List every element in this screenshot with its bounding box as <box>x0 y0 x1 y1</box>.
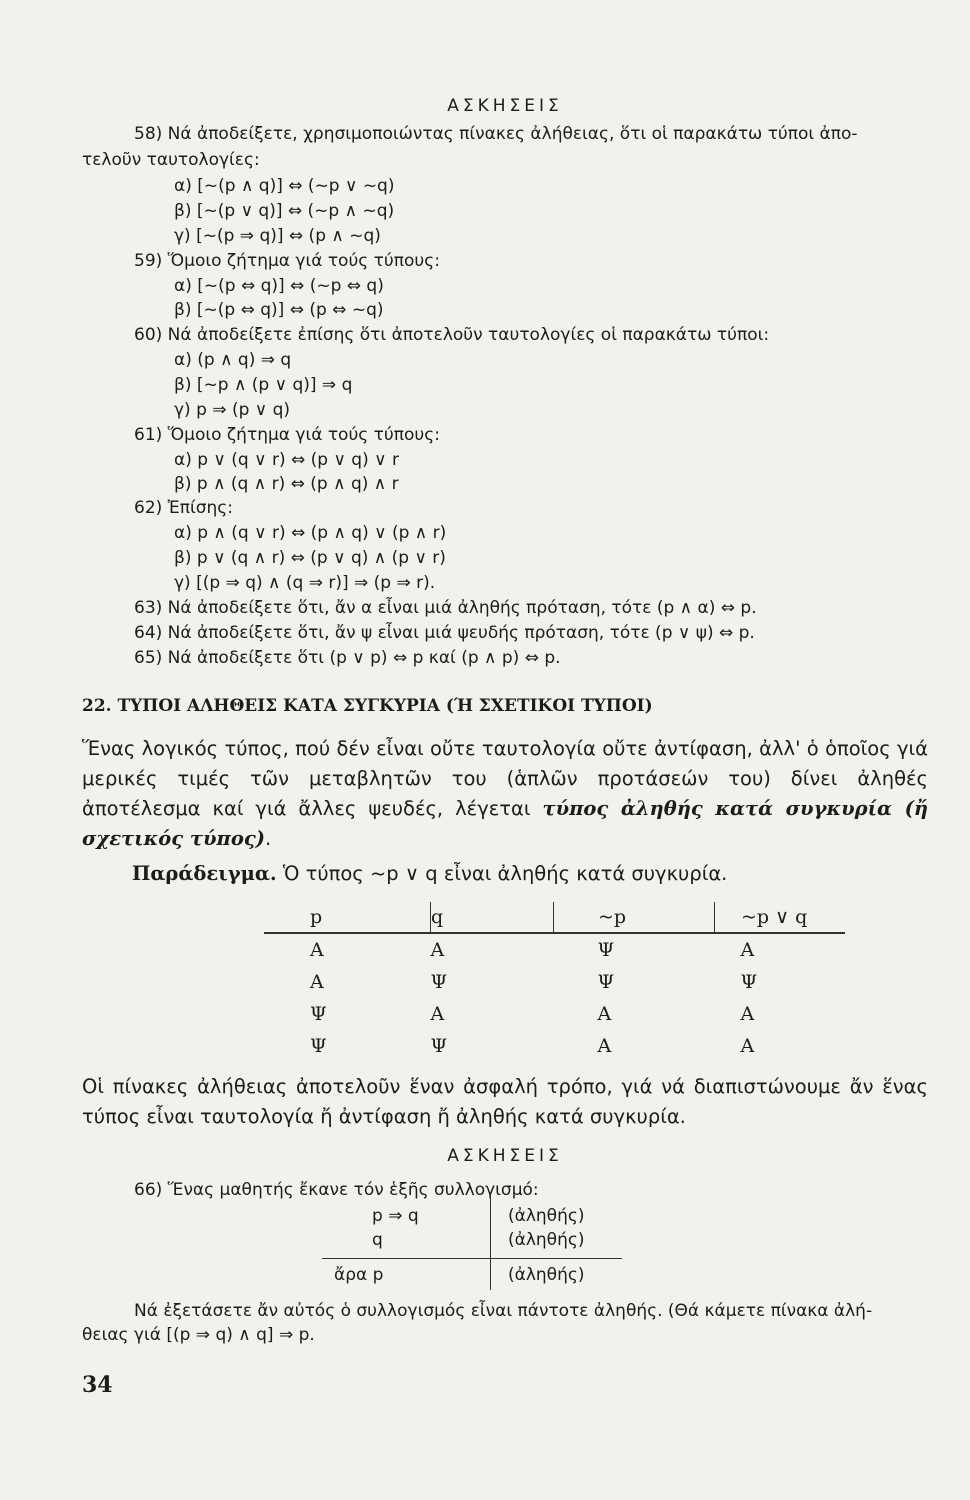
exercise-61-text: 61) Ὅμοιο ζήτημα γιά τούς τύπους: <box>134 425 440 445</box>
syllogism-premise-2: q <box>372 1230 383 1250</box>
exercise-60-a: α) (p ∧ q) ⇒ q <box>174 350 292 370</box>
exercise-64-text: 64) Νά ἀποδείξετε ὅτι, ἄν ψ εἶναι μιά ψευδής πρόταση, τότε (p ∨ ψ) ⇔ p. <box>134 623 755 643</box>
exercise-58-c: γ) [~(p ⇒ q)] ⇔ (p ∧ ~q) <box>174 226 381 246</box>
col-header-p: p <box>264 902 431 933</box>
table-cell: A <box>310 939 324 961</box>
page-number: 34 <box>82 1372 113 1398</box>
table-cell: A <box>310 971 324 993</box>
syllogism-conclusion: ἄρα p <box>334 1265 384 1285</box>
table-row <box>264 998 845 1030</box>
exercise-59-b: β) [~(p ⇔ q)] ⇔ (p ⇔ ~q) <box>174 300 384 320</box>
definition-end: . <box>264 827 272 850</box>
syllogism-conclusion-note: (ἀληθής) <box>508 1265 585 1285</box>
exercise-58-a: α) [~(p ∧ q)] ⇔ (~p ∨ ~q) <box>174 176 395 196</box>
table-cell: A <box>740 1035 755 1057</box>
col-header-q: q <box>431 902 554 933</box>
table-row <box>264 1030 845 1062</box>
table-cell: Ψ <box>430 971 448 993</box>
syllogism-premise-2-note: (ἀληθής) <box>508 1230 585 1250</box>
example-label: Παράδειγμα. <box>132 862 277 885</box>
exercise-60-text: 60) Νά ἀποδείξετε ἐπίσης ὅτι ἀποτελοῦν ταυτολογίες οἱ παρακάτω τύποι: <box>134 325 770 345</box>
col-header-not-p: ~p <box>554 902 715 933</box>
exercise-62-c: γ) [(p ⇒ q) ∧ (q ⇒ r)] ⇒ (p ⇒ r). <box>174 573 436 593</box>
col-header-not-p-or-q: ~p ∨ q <box>715 902 846 933</box>
exercise-59-text: 59) Ὅμοιο ζήτημα γιά τούς τύπους: <box>134 251 440 271</box>
truth-table-header-row <box>264 902 845 933</box>
table-cell: Ψ <box>597 971 615 993</box>
exercise-62-a: α) p ∧ (q ∨ r) ⇔ (p ∧ q) ∨ (p ∧ r) <box>174 523 447 543</box>
example-line <box>132 862 727 885</box>
table-cell: Ψ <box>310 1035 327 1057</box>
exercise-61-a: α) p ∨ (q ∨ r) ⇔ (p ∨ q) ∨ r <box>174 450 399 470</box>
syllogism-divider <box>322 1258 622 1259</box>
exercise-66-task: Νά ἐξετάσετε ἄν αὐτός ὁ συλλογισμός εἶναι πάντοτε ἀληθής. (Θά κάμετε πίνακα ἀλή- <box>134 1301 873 1321</box>
exercise-60-b: β) [~p ∧ (p ∨ q)] ⇒ q <box>174 375 353 395</box>
syllogism-premise-1-note: (ἀληθής) <box>508 1206 585 1226</box>
exercises-heading: ΑΣΚΗΣΕΙΣ <box>447 96 563 116</box>
exercise-66-task-cont: θειας γιά [(p ⇒ q) ∧ q] ⇒ p. <box>82 1325 315 1345</box>
table-row <box>264 933 845 966</box>
table-cell: A <box>430 1003 445 1025</box>
table-cell: A <box>740 939 755 961</box>
exercise-63-text: 63) Νά ἀποδείξετε ὅτι, ἄν α εἶναι μιά ἀληθής πρόταση, τότε (p ∧ α) ⇔ p. <box>134 598 757 618</box>
exercise-59-a: α) [~(p ⇔ q)] ⇔ (~p ⇔ q) <box>174 276 384 296</box>
exercise-58-text: 58) Νά ἀποδείξετε, χρησιμοποιώντας πίνακες ἀλήθειας, ὅτι οἱ παρακάτω τύποι ἀπο- <box>134 124 858 144</box>
definition-paragraph <box>82 734 928 854</box>
closing-paragraph: Οἱ πίνακες ἀλήθειας ἀποτελοῦν ἕναν ἀσφαλή τρόπο, γιά νά διαπιστώνουμε ἄν ἕνας τύπος εἶναι ταυτολογία ἤ ἀντίφαση ἤ ἀληθής κατά συγκυρία. <box>82 1075 928 1128</box>
table-row <box>264 966 845 998</box>
exercise-58-b: β) [~(p ∨ q)] ⇔ (~p ∧ ~q) <box>174 201 395 221</box>
table-cell: A <box>597 1035 612 1057</box>
exercise-62-text: 62) Ἐπίσης: <box>134 498 233 518</box>
definition-text: Ἕνας λογικός τύπος, πού δέν εἶναι οὔτε ταυτολογία οὔτε ἀντίφαση, ἀλλ' ὁ ὁποῖος γιά μερικές τιμές τῶν μεταβλητῶν του (ἁπλῶν προτάσεών του) δίνει ἀληθές ἀποτέλεσμα καί γιά ἄλλες ψευδές, λέγεται <box>82 737 928 820</box>
exercises-heading-2: ΑΣΚΗΣΕΙΣ <box>447 1146 563 1166</box>
table-cell: Ψ <box>430 1035 448 1057</box>
table-cell: A <box>597 1003 612 1025</box>
syllogism-premise-1: p ⇒ q <box>372 1206 419 1226</box>
syllogism-column-divider <box>490 1198 491 1290</box>
exercise-60-c: γ) p ⇒ (p ∨ q) <box>174 400 291 420</box>
table-cell: A <box>430 939 445 961</box>
exercise-61-b: β) p ∧ (q ∧ r) ⇔ (p ∧ q) ∧ r <box>174 474 399 494</box>
exercise-66-text: 66) Ἕνας μαθητής ἔκανε τόν ἑξῆς συλλογισμό: <box>134 1180 539 1200</box>
truth-table <box>264 902 845 1062</box>
exercise-58-text-cont: τελοῦν ταυτολογίες: <box>82 150 260 170</box>
table-cell: Ψ <box>310 1003 327 1025</box>
exercise-62-b: β) p ∨ (q ∧ r) ⇔ (p ∨ q) ∧ (p ∨ r) <box>174 548 446 568</box>
definition-term: τύπος ἀληθής κατά συγκυρία (ἤ σχετικός τύπος) <box>82 797 928 850</box>
table-cell: Ψ <box>740 971 758 993</box>
table-cell: Ψ <box>597 939 615 961</box>
exercise-65-text: 65) Νά ἀποδείξετε ὅτι (p ∨ p) ⇔ p καί (p ∧ p) ⇔ p. <box>134 648 561 668</box>
table-cell: A <box>740 1003 755 1025</box>
example-text: Ὁ τύπος ~p ∨ q εἶναι ἀληθής κατά συγκυρία. <box>276 862 728 885</box>
section-title: 22. ΤΥΠΟΙ ΑΛΗΘΕΙΣ ΚΑΤΑ ΣΥΓΚΥΡΙΑ (Ή ΣΧΕΤΙΚΟΙ ΤΥΠΟΙ) <box>82 696 653 716</box>
